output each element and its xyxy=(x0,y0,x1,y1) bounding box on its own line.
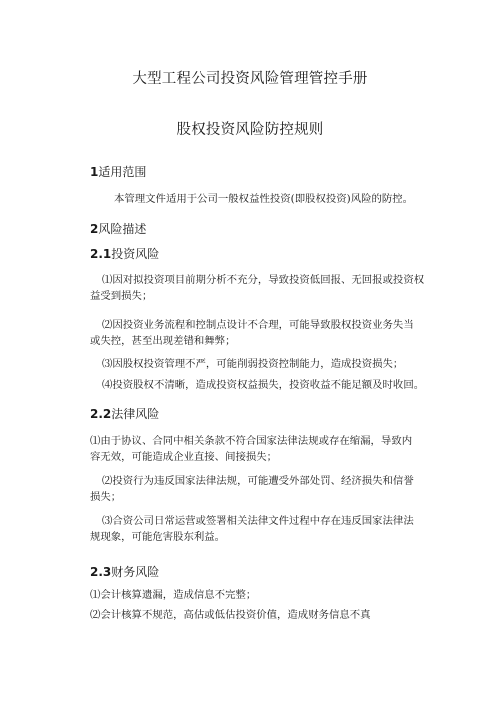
list-item xyxy=(90,272,425,304)
list-item xyxy=(90,317,415,349)
list-item-line: 损失； xyxy=(90,491,122,503)
document-title: 大型工程公司投资风险管理管控手册 xyxy=(132,71,368,87)
list-item-line: ⑴会计核算遗漏，造成信息不完整； xyxy=(90,589,257,601)
section-heading-1 xyxy=(90,163,146,180)
section-heading-2-3 xyxy=(90,563,159,580)
list-item-line: ⑶合资公司日常运营或签署相关法律文件过程中存在违反国家法律法 xyxy=(102,515,414,527)
section-label: 法律风险 xyxy=(111,407,160,421)
list-item-line: ⑵投资行为违反国家法律法规，可能遭受外部处罚、经济损失和信誉 xyxy=(102,475,414,487)
section-number: 2.2 xyxy=(90,407,112,421)
list-item-line: 规现象，可能危害股东利益。 xyxy=(90,531,226,543)
list-item-line: 益受到损失； xyxy=(90,290,153,302)
section-number: 2 xyxy=(90,222,99,236)
section-number: 2.3 xyxy=(90,565,112,579)
list-item-line: ⑵会计核算不规范，高估或低估投资价值，造成财务信息不真 xyxy=(90,609,371,621)
list-item xyxy=(90,356,415,372)
list-item-line: ⑷投资股权不清晰，造成投资权益损失，投资收益不能足额及时收回。 xyxy=(102,379,425,391)
list-item-line: ⑶因股权投资管理不严，可能削弱投资控制能力，造成投资损失； xyxy=(102,358,404,370)
section-label: 财务风险 xyxy=(111,565,160,579)
section-heading-2-1 xyxy=(90,245,159,262)
list-item xyxy=(90,607,415,623)
list-item-line: ⑵因投资业务流程和控制点设计不合理，可能导致股权投资业务失当 xyxy=(102,319,414,331)
section-number: 2.1 xyxy=(90,247,112,261)
list-item-line: ⑴因对拟投资项目前期分析不充分，导致投资低回报、无回报或投资权 xyxy=(102,274,425,286)
section-label: 投资风险 xyxy=(111,247,160,261)
section-number: 1 xyxy=(90,165,99,179)
document-subtitle: 股权投资风险防控规则 xyxy=(176,122,324,138)
list-item-line: ⑴由于协议、合同中相关条款不符合国家法律法规或存在缩漏，导致内 xyxy=(90,435,413,447)
list-item xyxy=(90,433,415,465)
list-item-line: 容无效，可能造成企业直接、间接损失； xyxy=(90,451,278,463)
list-item xyxy=(90,513,415,545)
list-item xyxy=(90,377,425,393)
section-label: 风险描述 xyxy=(98,222,147,236)
list-item xyxy=(90,587,415,603)
section-heading-2-2 xyxy=(90,405,159,422)
section-label: 适用范围 xyxy=(98,165,147,179)
list-item-line: 或失控，甚至出现差错和舞弊； xyxy=(90,335,236,347)
list-item xyxy=(90,473,415,505)
section-heading-2 xyxy=(90,220,146,237)
paragraph-scope: 本管理文件适用于公司一般权益性投资(即股权投资)风险的防控。 xyxy=(114,193,414,205)
